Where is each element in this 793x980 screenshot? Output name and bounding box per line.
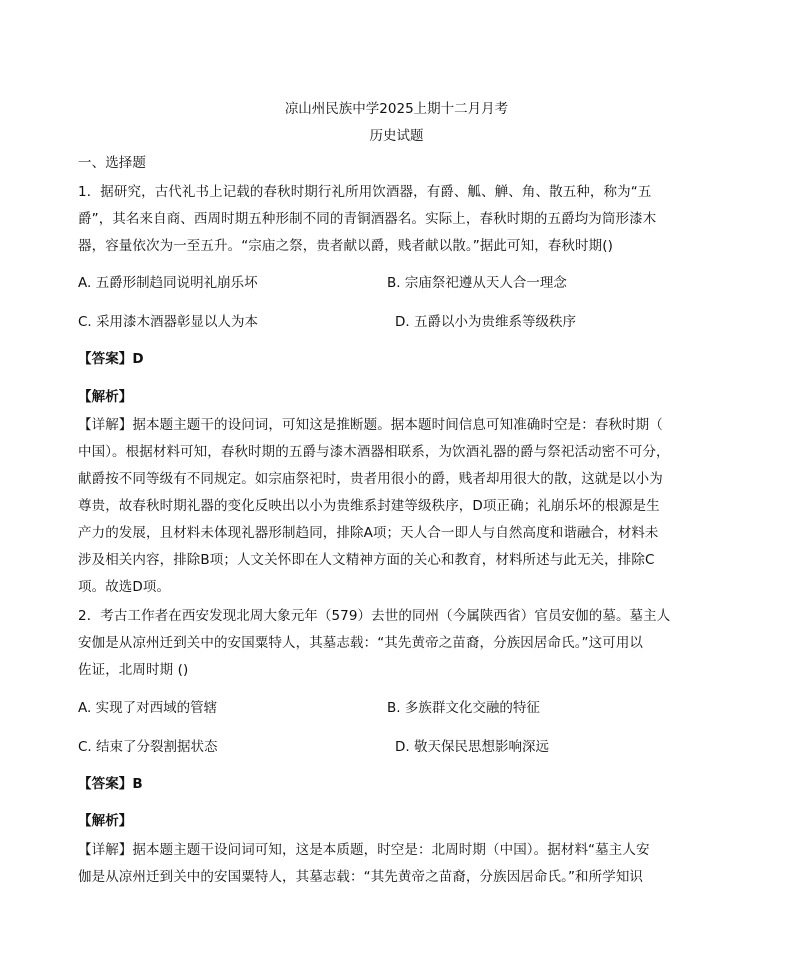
q1-analysis-line-4: 尊贵，故春秋时期礼器的变化反映出以小为贵维系封建等级秩序，D项正确；礼崩乐坏的根源是生 xyxy=(78,498,660,514)
exam-title: 凉山州民族中学2025上期十二月月考 xyxy=(284,101,509,117)
q2-stem-line-1: 2．考古工作者在西安发现北周大象元年（579）去世的同州（今属陕西省）官员安伽的墓。墓主人 xyxy=(78,608,671,624)
q1-answer: 【答案】D xyxy=(78,351,144,367)
q1-stem-line-1: 1．据研究，古代礼书上记载的春秋时期行礼所用饮酒器，有爵、觚、觯、角、散五种，称为“五 xyxy=(78,184,652,200)
q2-option-b: B. 多族群文化交融的特征 xyxy=(387,700,540,716)
q2-analysis-title: 【解析】 xyxy=(78,813,133,829)
q2-analysis-line-1: 【详解】据本题主题干设问词可知，这是本质题，时空是：北周时期（中国）。据材料“墓主人安 xyxy=(78,842,650,858)
q1-analysis-line-5: 产力的发展，且材料未体现礼器形制趋同，排除A项；天人合一即人与自然高度和谐融合，材料未 xyxy=(78,525,659,541)
q1-option-d: D. 五爵以小为贵维系等级秩序 xyxy=(395,314,576,330)
q2-stem-line-2: 安伽是从凉州迁到关中的安国粟特人，其墓志载：“其先黄帝之苗裔，分族因居命氏。”这可用以 xyxy=(78,635,644,651)
q1-stem-line-2: 爵”，其名来自商、西周时期五种形制不同的青铜酒器名。实际上，春秋时期的五爵均为筒形漆木 xyxy=(78,211,657,227)
q2-analysis-line-2: 伽是从凉州迁到关中的安国粟特人，其墓志载：“其先黄帝之苗裔，分族因居命氏。”和所学知识 xyxy=(78,869,644,885)
exam-subtitle: 历史试题 xyxy=(369,128,424,144)
q2-option-c: C. 结束了分裂割据状态 xyxy=(78,739,218,755)
q2-option-d: D. 敬天保民思想影响深远 xyxy=(395,739,549,755)
q1-analysis-line-2: 中国）。根据材料可知，春秋时期的五爵与漆木酒器相联系，为饮酒礼器的爵与祭祀活动密不可分， xyxy=(78,444,670,460)
q2-answer: 【答案】B xyxy=(78,776,143,792)
q1-analysis-title: 【解析】 xyxy=(78,389,133,405)
q2-stem-line-3: 佐证，北周时期 () xyxy=(78,662,189,678)
q1-option-b: B. 宗庙祭祀遵从天人合一理念 xyxy=(387,275,567,291)
q1-option-c: C. 采用漆木酒器彰显以人为本 xyxy=(78,314,259,330)
q1-analysis-line-6: 涉及相关内容，排除B项；人文关怀即在人文精神方面的关心和教育，材料所述与此无关，排除C xyxy=(78,552,655,568)
q1-analysis-line-1: 【详解】据本题主题干的设问词，可知这是推断题。据本题时间信息可知准确时空是：春秋时期（ xyxy=(78,417,663,433)
q1-analysis-line-7: 项。故选D项。 xyxy=(78,579,171,595)
q1-option-a: A. 五爵形制趋同说明礼崩乐坏 xyxy=(78,275,258,291)
q2-option-a: A. 实现了对西域的管辖 xyxy=(78,700,218,716)
q1-stem-line-3: 器，容量依次为一至五升。“宗庙之祭，贵者献以爵，贱者献以散。”据此可知，春秋时期() xyxy=(78,238,613,254)
section-heading: 一、选择题 xyxy=(78,155,146,171)
q1-analysis-line-3: 献爵按不同等级有不同规定。如宗庙祭祀时，贵者用很小的爵，贱者却用很大的散，这就是以小为 xyxy=(78,471,663,487)
